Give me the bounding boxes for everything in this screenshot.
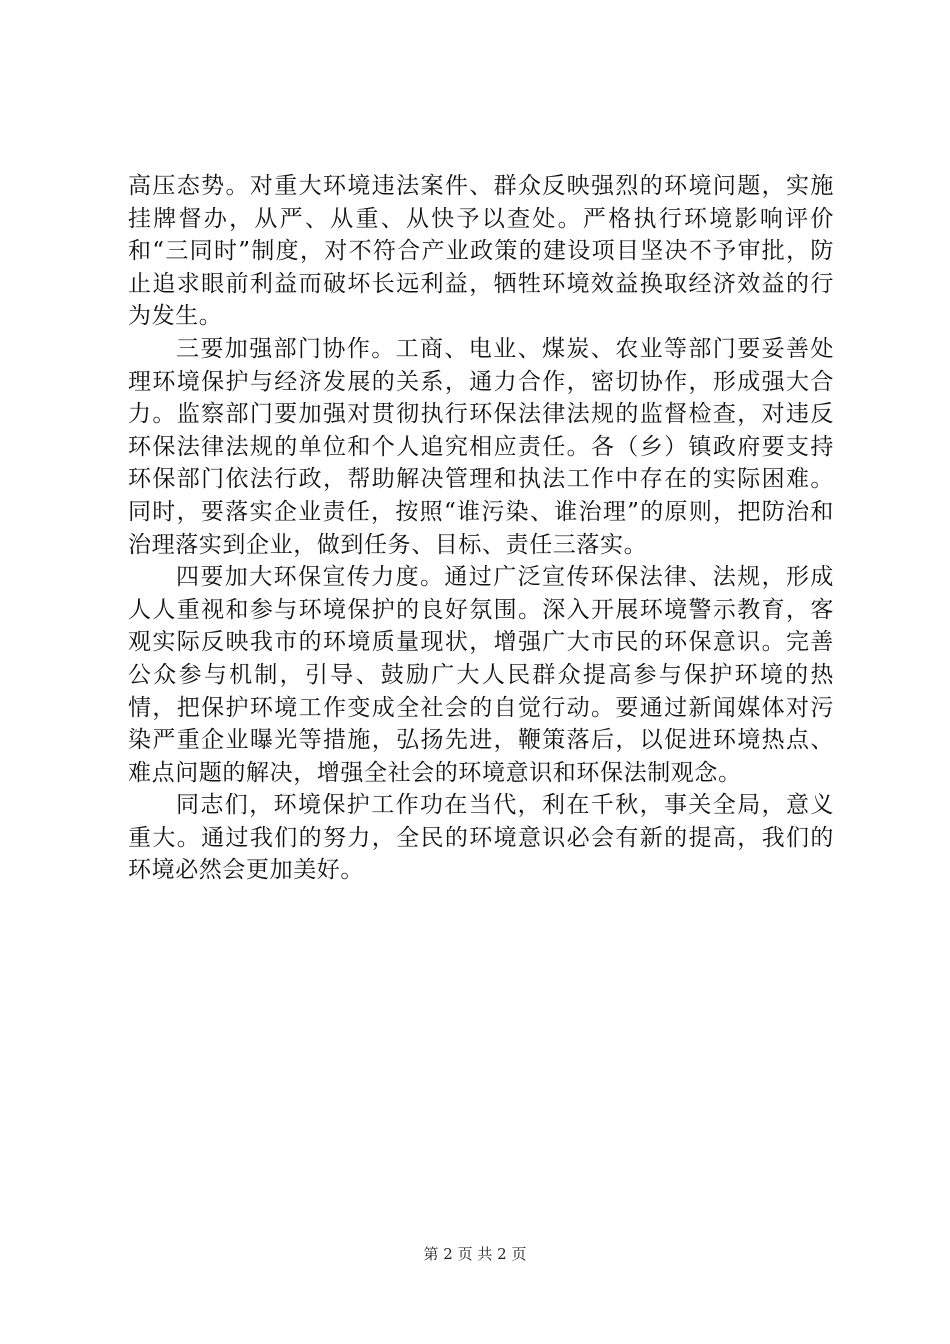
paragraph-continuation: 高压态势。对重大环境违法案件、群众反映强烈的环境问题，实施挂牌督办，从严、从重、从快予以查处。严格执行环境影响评价和“三同时”制度，对不符合产业政策的建设项目坚决不予审批，防止追求眼前利益而破坏长远利益，牺牲环境效益换取经济效益的行为发生。 <box>128 173 834 330</box>
document-body <box>128 170 834 887</box>
paragraph-publicity: 四要加大环保宣传力度。通过广泛宣传环保法律、法规，形成人人重视和参与环境保护的良好氛围。深入开展环境警示教育，客观实际反映我市的环境质量现状，增强广大市民的环保意识。完善公众参与机制，引导、鼓励广大人民群众提高参与保护环境的热情，把保护环境工作变成全社会的自觉行动。要通过新闻媒体对污染严重企业曝光等措施，弘扬先进，鞭策落后，以促进环境热点、难点问题的解决，增强全社会的环境意识和环保法制观念。 <box>128 564 834 786</box>
page-number-footer: 第 2 页 共 2 页 <box>423 1245 527 1263</box>
paragraph-closing: 同志们，环境保护工作功在当代，利在千秋，事关全局，意义重大。通过我们的努力，全民的环境意识必会有新的提高，我们的环境必然会更加美好。 <box>128 792 834 884</box>
paragraph-department-cooperation: 三要加强部门协作。工商、电业、煤炭、农业等部门要妥善处理环境保护与经济发展的关系，通力合作，密切协作，形成强大合力。监察部门要加强对贯彻执行环保法律法规的监督检查，对违反环保法律法规的单位和个人追究相应责任。各（乡）镇政府要支持环保部门依法行政，帮助解决管理和执法工作中存在的实际困难。同时，要落实企业责任，按照“谁污染、谁治理”的原则，把防治和治理落实到企业，做到任务、目标、责任三落实。 <box>128 335 834 558</box>
